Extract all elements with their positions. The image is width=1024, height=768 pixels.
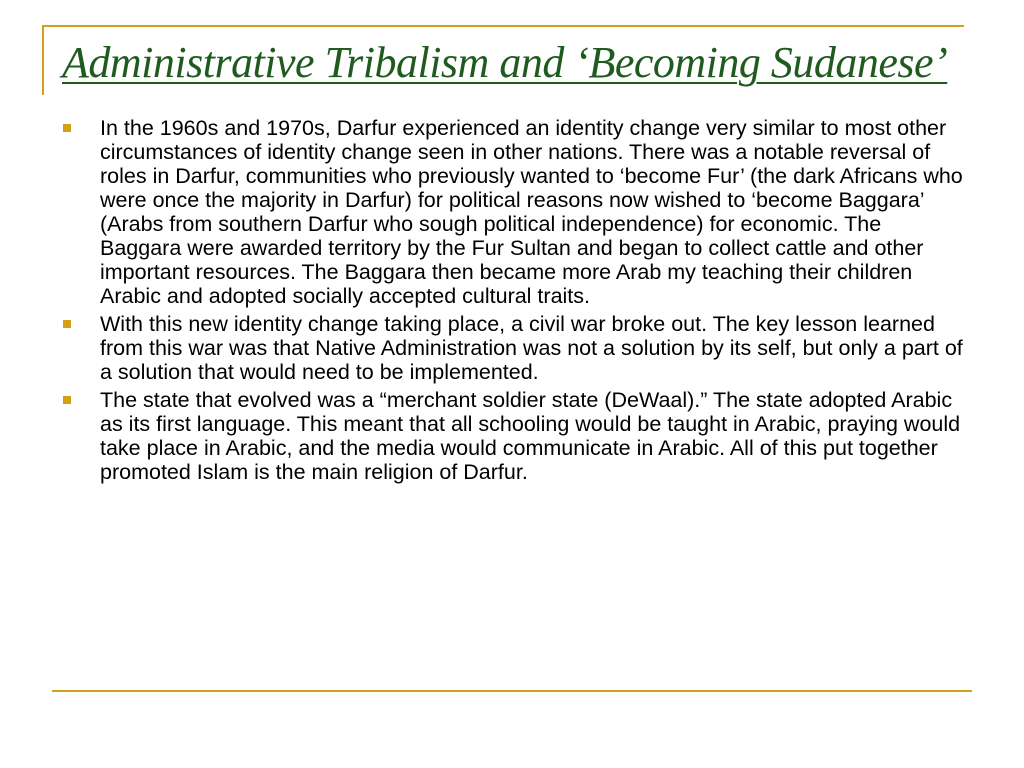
bullet-item bbox=[62, 312, 967, 384]
title-frame-top-rule bbox=[42, 25, 964, 27]
slide-title: Administrative Tribalism and ‘Becoming Sudanese’ bbox=[62, 38, 948, 87]
bullet-text: In the 1960s and 1970s, Darfur experienced an identity change very similar to most other circumstances of identity change seen in other nations. There was a notable reversal of roles in Darfur, communities who previously wanted to ‘become Fur’ (the dark Africans who were once the majority in Darfur) for political reasons now wished to ‘become Baggara’ (Arabs from southern Darfur who sough political independence) for economic. The Baggara were awarded territory by the Fur Sultan and began to collect cattle and other important resources. The Baggara then became more Arab my teaching their children Arabic and adopted socially accepted cultural traits. bbox=[100, 116, 963, 308]
bottom-divider bbox=[52, 690, 972, 692]
bullet-item bbox=[62, 388, 967, 484]
bullet-text: With this new identity change taking place, a civil war broke out. The key lesson learned from this war was that Native Administration was not a solution by its self, but only a part of a solution that would need to be implemented. bbox=[100, 312, 963, 384]
square-bullet-icon bbox=[63, 320, 71, 328]
bullet-text: The state that evolved was a “merchant soldier state (DeWaal).” The state adopted Arabic as its first language. This meant that all schooling would be taught in Arabic, praying would take place in Arabic, and the media would communicate in Arabic. All of this put together promoted Islam is the main religion of Darfur. bbox=[100, 388, 961, 484]
title-frame-left-rule bbox=[42, 25, 44, 95]
bullet-list bbox=[62, 116, 967, 488]
square-bullet-icon bbox=[63, 124, 71, 132]
bullet-item bbox=[62, 116, 967, 308]
square-bullet-icon bbox=[63, 396, 71, 404]
